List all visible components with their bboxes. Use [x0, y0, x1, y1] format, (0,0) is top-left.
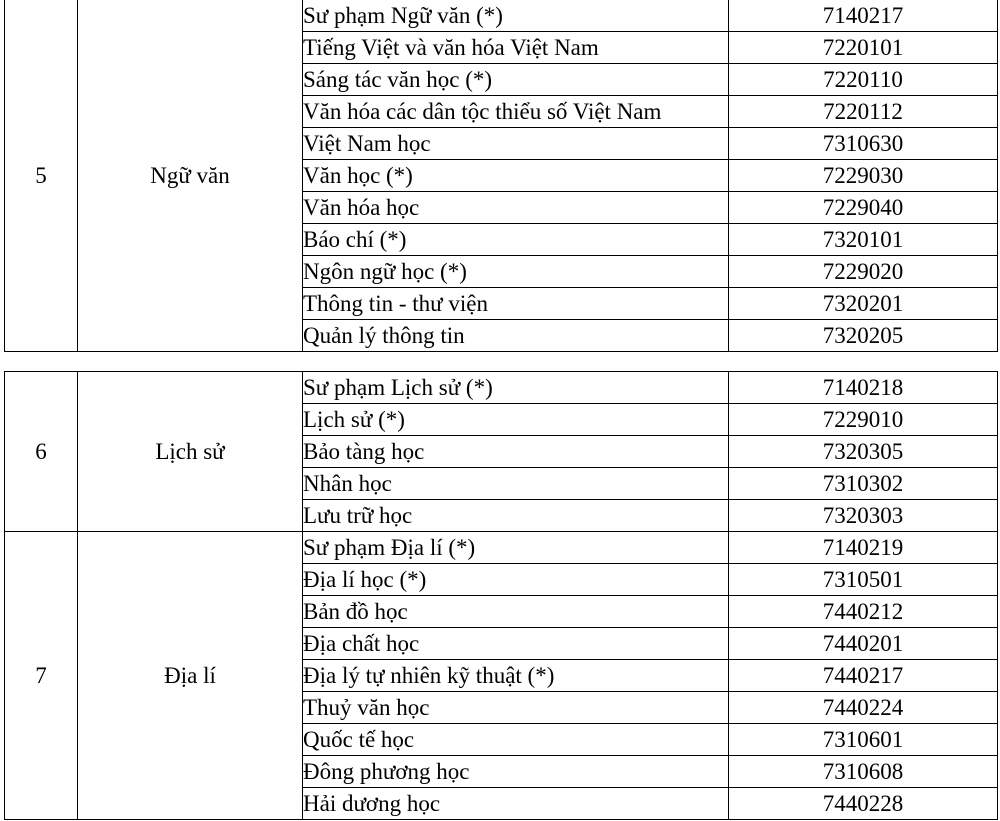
major-code: 7140218: [729, 372, 998, 404]
group-subject: Ngữ văn: [78, 0, 303, 352]
major-code: 7220112: [729, 96, 998, 128]
major-code: 7320201: [729, 288, 998, 320]
major-code: 7440224: [729, 692, 998, 724]
major-code: 7310302: [729, 468, 998, 500]
major-name: Sáng tác văn học (*): [303, 64, 729, 96]
major-code: 7320303: [729, 500, 998, 532]
major-name: Sư phạm Ngữ văn (*): [303, 0, 729, 32]
major-code: 7229030: [729, 160, 998, 192]
major-name: Sư phạm Địa lí (*): [303, 532, 729, 564]
majors-table-upper: [4, 0, 998, 352]
major-code: 7440228: [729, 788, 998, 820]
major-name: Tiếng Việt và văn hóa Việt Nam: [303, 32, 729, 64]
major-code: 7440217: [729, 660, 998, 692]
major-name: Sư phạm Lịch sử (*): [303, 372, 729, 404]
group-subject: Địa lí: [78, 532, 303, 820]
major-name: Việt Nam học: [303, 128, 729, 160]
major-code: 7310501: [729, 564, 998, 596]
table-row: [5, 0, 998, 32]
major-name: Địa lý tự nhiên kỹ thuật (*): [303, 660, 729, 692]
major-name: Ngôn ngữ học (*): [303, 256, 729, 288]
group-number: 6: [5, 372, 78, 532]
majors-table-lower: [4, 371, 998, 820]
table-row: [5, 372, 998, 404]
major-name: Văn học (*): [303, 160, 729, 192]
group-number: 5: [5, 0, 78, 352]
major-code: 7310630: [729, 128, 998, 160]
major-name: Bảo tàng học: [303, 436, 729, 468]
major-name: Văn hóa các dân tộc thiểu số Việt Nam: [303, 96, 729, 128]
major-code: 7220101: [729, 32, 998, 64]
major-name: Thông tin - thư viện: [303, 288, 729, 320]
major-code: 7229040: [729, 192, 998, 224]
major-code: 7310601: [729, 724, 998, 756]
group-number: 7: [5, 532, 78, 820]
major-name: Lịch sử (*): [303, 404, 729, 436]
major-name: Đông phương học: [303, 756, 729, 788]
major-name: Báo chí (*): [303, 224, 729, 256]
major-code: 7320305: [729, 436, 998, 468]
group-subject: Lịch sử: [78, 372, 303, 532]
major-code: 7320101: [729, 224, 998, 256]
major-name: Hải dương học: [303, 788, 729, 820]
table-row: [5, 532, 998, 564]
major-code: 7140219: [729, 532, 998, 564]
major-name: Thuỷ văn học: [303, 692, 729, 724]
major-code: 7229020: [729, 256, 998, 288]
major-code: 7140217: [729, 0, 998, 32]
major-code: 7229010: [729, 404, 998, 436]
majors-table-body: [5, 372, 998, 820]
majors-table-body: [5, 0, 998, 352]
major-code: 7320205: [729, 320, 998, 352]
major-name: Bản đồ học: [303, 596, 729, 628]
major-code: 7310608: [729, 756, 998, 788]
major-code: 7220110: [729, 64, 998, 96]
major-code: 7440201: [729, 628, 998, 660]
major-code: 7440212: [729, 596, 998, 628]
major-name: Lưu trữ học: [303, 500, 729, 532]
major-name: Nhân học: [303, 468, 729, 500]
major-name: Văn hóa học: [303, 192, 729, 224]
major-name: Địa lí học (*): [303, 564, 729, 596]
major-name: Quốc tế học: [303, 724, 729, 756]
major-name: Quản lý thông tin: [303, 320, 729, 352]
major-name: Địa chất học: [303, 628, 729, 660]
